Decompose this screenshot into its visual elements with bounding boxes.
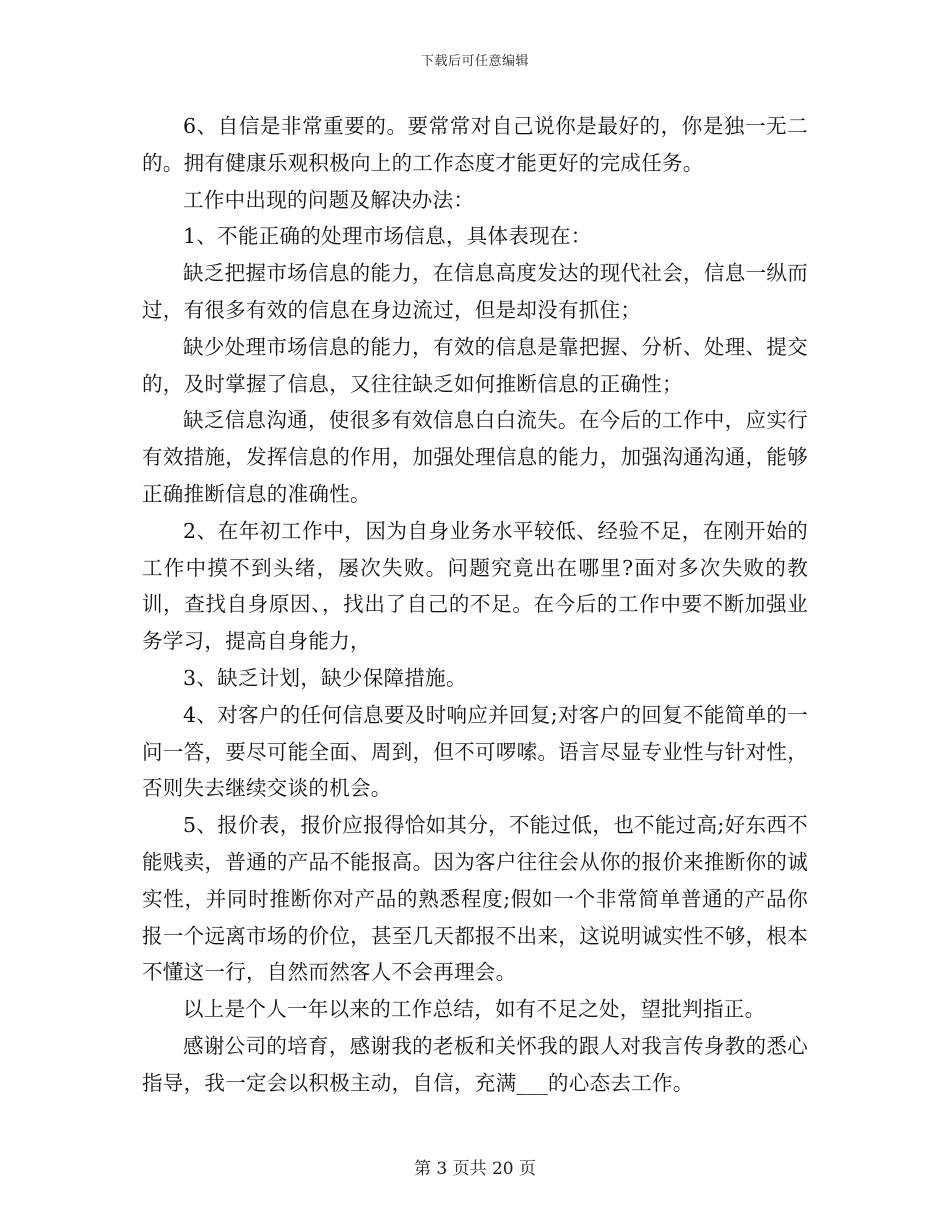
paragraph: 1、不能正确的处理市场信息，具体表现在： bbox=[183, 224, 592, 249]
paragraph: 感谢公司的培育，感谢我的老板和关怀我的跟人对我言传身教的悉心指导，我一定会以积极主动，自信，充满___的心态去工作。 bbox=[142, 1033, 808, 1095]
document-body bbox=[142, 108, 808, 1102]
paragraph: 2、在年初工作中，因为自身业务水平较低、经验不足，在刚开始的工作中摸不到头绪，屡次失败。问题究竟出在哪里?面对多次失败的教训，查找自身原因、，找出了自己的不足。在今后的工作中要不断加强业务学习，提高自身能力， bbox=[142, 518, 808, 654]
paragraph: 缺乏把握市场信息的能力，在信息高度发达的现代社会，信息一纵而过，有很多有效的信息在身边流过，但是却没有抓住； bbox=[142, 261, 808, 322]
paragraph: 缺乏信息沟通，使很多有效信息白白流失。在今后的工作中，应实行有效措施，发挥信息的作用，加强处理信息的能力，加强沟通沟通，能够正确推断信息的准确性。 bbox=[142, 408, 808, 506]
paragraph: 5、报价表，报价应报得恰如其分，不能过低，也不能过高;好东西不能贱卖，普通的产品不能报高。因为客户往往会从你的报价来推断你的诚实性，并同时推断你对产品的熟悉程度;假如一个非常简单普通的产品你报一个远离市场的价位，甚至几天都报不出来，这说明诚实性不够，根本不懂这一行，自然而然客人不会再理会。 bbox=[142, 813, 808, 985]
paragraph: 以上是个人一年以来的工作总结，如有不足之处，望批判指正。 bbox=[183, 997, 766, 1022]
paragraph: 缺少处理市场信息的能力，有效的信息是靠把握、分析、处理、提交的，及时掌握了信息，又往往缺乏如何推断信息的正确性； bbox=[142, 334, 808, 396]
paragraph: 工作中出现的问题及解决办法： bbox=[183, 187, 475, 212]
page-number: 第 3 页共 20 页 bbox=[413, 1159, 537, 1179]
paragraph: 3、缺乏计划，缺少保障措施。 bbox=[183, 665, 467, 690]
page-header: 下载后可任意编辑 bbox=[420, 54, 529, 69]
paragraph: 6、自信是非常重要的。要常常对自己说你是最好的，你是独一无二的。拥有健康乐观积极向上的工作态度才能更好的完成任务。 bbox=[142, 114, 808, 175]
paragraph: 4、对客户的任何信息要及时响应并回复;对客户的回复不能简单的一问一答，要尽可能全面、周到，但不可啰嗦。语言尽显专业性与针对性，否则失去继续交谈的机会。 bbox=[142, 702, 808, 801]
